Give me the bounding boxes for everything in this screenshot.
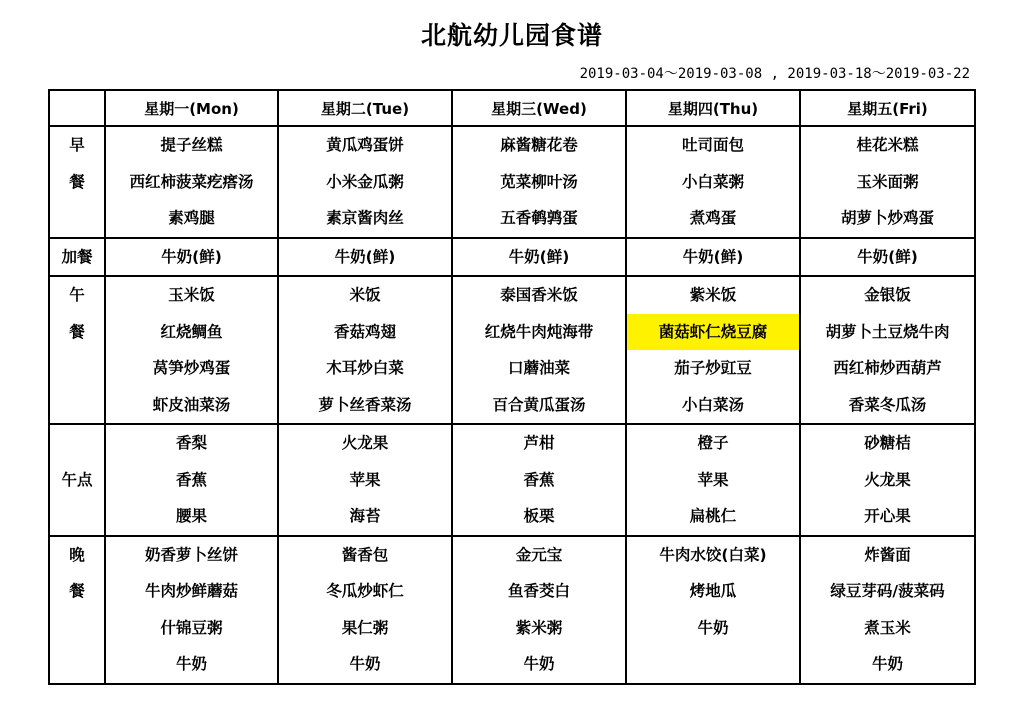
lunch-mon [105,276,278,424]
menu-item: 苹果 [697,470,729,489]
menu-item: 炸酱面 [864,545,911,564]
menu-item: 芦柑 [523,434,555,452]
menu-item: 火龙果 [341,434,389,452]
dinner-mon [105,536,278,684]
menu-item: 火龙果 [864,470,911,489]
header-tue: 星期二(Tue) [278,90,452,126]
header-thu: 星期四(Thu) [626,90,800,126]
menu-item: 什锦豆粥 [160,618,223,637]
menu-item: 牛奶(鲜) [857,247,918,266]
menu-item: 萝卜丝香菜汤 [318,395,412,414]
breakfast-label-1: 早 [69,136,85,154]
menu-item: 牛肉炒鲜蘑菇 [144,582,238,600]
snack-wed [452,238,626,277]
menu-item: 素鸡腿 [168,209,215,227]
afternoon-thu [626,424,800,536]
lunch-fri [800,276,975,424]
menu-item: 提子丝糕 [160,136,223,154]
breakfast-wed [452,126,626,238]
dinner-wed [452,536,626,684]
lunch-tue [278,276,452,424]
menu-item: 小米金瓜粥 [326,172,404,191]
date-range: 2019-03-04～2019-03-08 , 2019-03-18～2019-03-22 [579,66,970,82]
menu-item: 米饭 [349,286,381,304]
menu-item: 扁桃仁 [689,507,737,525]
dinner-fri [800,536,975,684]
lunch-thu [626,276,800,424]
menu-item: 海苔 [349,507,381,525]
snack-label [49,238,105,277]
corner-cell [49,90,105,126]
snack-fri [800,238,975,277]
lunch-wed [452,276,626,424]
menu-item: 茄子炒豇豆 [674,359,752,377]
afternoon-label [49,424,105,536]
menu-item: 烤地瓜 [689,582,737,600]
menu-item: 牛奶(鲜) [334,247,396,266]
menu-item: 牛奶(鲜) [508,247,570,266]
lunch-label [49,276,105,424]
menu-item: 砂糖桔 [864,434,911,452]
menu-item: 百合黄瓜蛋汤 [492,395,586,414]
menu-item: 香菜冬瓜汤 [848,395,927,414]
breakfast-thu [626,126,800,238]
afternoon-fri [800,424,975,536]
breakfast-tue [278,126,452,238]
breakfast-mon [105,126,278,238]
menu-item: 红烧鲷鱼 [160,322,223,341]
menu-item: 紫米饭 [689,286,737,304]
menu-item: 红烧牛肉炖海带 [484,322,594,341]
snack-row [49,238,975,277]
menu-item: 小白菜粥 [681,172,744,191]
dinner-label-1: 晚 [69,545,85,564]
breakfast-row [49,126,975,238]
menu-item: 牛肉水饺(白菜) [659,545,767,564]
menu-item: 黄瓜鸡蛋饼 [326,136,404,154]
menu-item: 金元宝 [515,545,563,564]
menu-item: 煮鸡蛋 [689,209,737,227]
menu-item: 酱香包 [341,545,389,564]
menu-item: 开心果 [864,507,911,525]
breakfast-label-2: 餐 [69,172,85,191]
menu-item: 香梨 [175,434,207,452]
breakfast-label [49,126,105,238]
dinner-thu [626,536,800,684]
afternoon-tue [278,424,452,536]
dinner-label-2: 餐 [69,582,85,600]
header-fri: 星期五(Fri) [800,90,975,126]
menu-item: 香蕉 [175,470,207,489]
menu-item: 绿豆芽码/菠菜码 [830,582,945,600]
menu-item: 素京酱肉丝 [326,209,404,227]
menu-item: 口蘑油菜 [507,359,570,377]
afternoon-mon [105,424,278,536]
menu-item: 金银饭 [864,286,911,304]
menu-item [627,646,799,683]
menu-item: 五香鹌鹑蛋 [500,209,578,227]
menu-item: 橙子 [697,434,729,452]
menu-item: 牛奶 [175,655,207,673]
menu-item: 桂花米糕 [856,136,919,154]
dinner-row [49,536,975,684]
menu-item: 木耳炒白菜 [326,359,404,377]
menu-item: 玉米面粥 [856,172,919,191]
highlighted-menu-item: 菌菇虾仁烧豆腐 [627,314,799,351]
snack-label-text: 加餐 [61,247,93,266]
menu-item: 奶香萝卜丝饼 [144,545,238,564]
menu-table [48,89,976,685]
menu-item: 香菇鸡翅 [333,322,396,341]
menu-item: 胡萝卜土豆烧牛肉 [825,322,950,341]
menu-item: 牛奶 [523,655,555,673]
page-title: 北航幼儿园食谱 [420,21,603,50]
menu-item: 香蕉 [523,470,555,489]
lunch-label-1: 午 [69,286,85,304]
menu-item: 虾皮油菜汤 [152,395,231,414]
menu-item: 牛奶 [697,618,729,637]
snack-mon [105,238,278,277]
menu-item: 莴笋炒鸡蛋 [152,359,231,377]
menu-item: 牛奶 [349,655,381,673]
menu-item: 小白菜汤 [681,395,744,414]
header-row [49,90,975,126]
menu-item: 冬瓜炒虾仁 [326,582,404,600]
menu-item: 玉米饭 [168,286,215,304]
menu-item: 紫米粥 [515,618,563,637]
header-wed: 星期三(Wed) [452,90,626,126]
menu-item: 麻酱糖花卷 [500,136,578,154]
snack-tue [278,238,452,277]
menu-item: 果仁粥 [341,618,389,637]
dinner-tue [278,536,452,684]
menu-item: 苹果 [349,470,381,489]
afternoon-wed [452,424,626,536]
menu-item: 板栗 [523,507,555,525]
dinner-label [49,536,105,684]
afternoon-label-text: 午点 [61,470,93,489]
menu-item: 鱼香茭白 [507,582,570,600]
afternoon-row [49,424,975,536]
menu-item: 泰国香米饭 [500,286,578,304]
menu-item: 牛奶(鲜) [161,247,222,266]
menu-item: 煮玉米 [864,618,911,637]
menu-item: 胡萝卜炒鸡蛋 [840,209,934,227]
menu-item: 苋菜柳叶汤 [500,172,578,191]
breakfast-fri [800,126,975,238]
lunch-row [49,276,975,424]
menu-item: 吐司面包 [681,136,744,154]
menu-item: 西红柿菠菜疙瘩汤 [129,172,254,191]
menu-item: 腰果 [175,507,207,525]
menu-item: 牛奶(鲜) [682,247,744,266]
snack-thu [626,238,800,277]
header-mon: 星期一(Mon) [105,90,278,126]
lunch-label-2: 餐 [69,322,85,341]
menu-item: 牛奶 [871,655,903,673]
menu-item: 西红柿炒西葫芦 [833,359,942,377]
